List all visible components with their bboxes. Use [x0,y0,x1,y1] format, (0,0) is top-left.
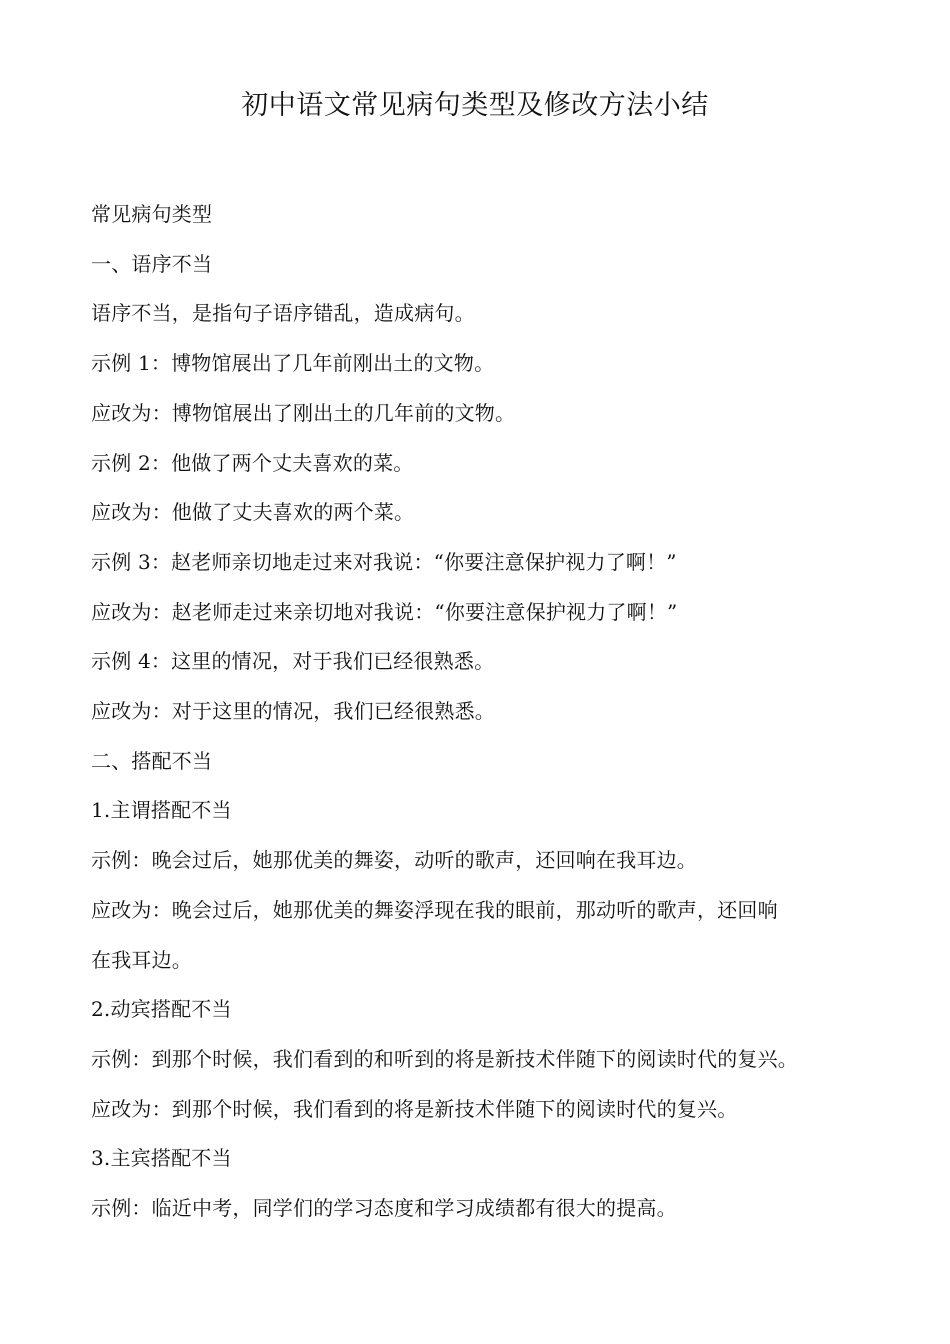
example-line: 示例 1：博物馆展出了几年前刚出土的文物。 [91,351,495,376]
subsection-heading: 1.主谓搭配不当 [91,798,232,823]
paragraph: 语序不当，是指句子语序错乱，造成病句。 [91,301,475,326]
document-body [91,190,881,1234]
section-heading: 二、搭配不当 [91,748,213,773]
example-line: 示例：到那个时候，我们看到的和听到的将是新技术伴随下的阅读时代的复兴。 [91,1046,798,1071]
correction-line: 应改为：对于这里的情况，我们已经很熟悉。 [91,699,495,724]
example-line: 示例：晚会过后，她那优美的舞姿，动听的歌声，还回响在我耳边。 [91,848,697,873]
correction-line: 应改为：晚会过后，她那优美的舞姿浮现在我的眼前，那动听的歌声，还回响 [91,897,778,922]
correction-line-continued: 在我耳边。 [91,947,192,972]
subsection-heading: 3.主宾搭配不当 [91,1146,232,1171]
correction-line: 应改为：到那个时候，我们看到的将是新技术伴随下的阅读时代的复兴。 [91,1096,738,1121]
correction-line: 应改为：博物馆展出了刚出土的几年前的文物。 [91,400,516,425]
correction-line: 应改为：赵老师走过来亲切地对我说：“你要注意保护视力了啊！” [91,599,678,624]
example-line: 示例：临近中考，同学们的学习态度和学习成绩都有很大的提高。 [91,1196,677,1221]
example-line: 示例 3：赵老师亲切地走过来对我说：“你要注意保护视力了啊！” [91,549,677,574]
section-heading: 一、语序不当 [91,251,213,276]
section-heading: 常见病句类型 [91,202,213,226]
subsection-heading: 2.动宾搭配不当 [91,997,232,1022]
example-line: 示例 2：他做了两个丈夫喜欢的菜。 [91,450,414,475]
document-title: 初中语文常见病句类型及修改方法小结 [241,90,709,121]
correction-line: 应改为：他做了丈夫喜欢的两个菜。 [91,500,415,525]
example-line: 示例 4：这里的情况，对于我们已经很熟悉。 [91,649,495,674]
